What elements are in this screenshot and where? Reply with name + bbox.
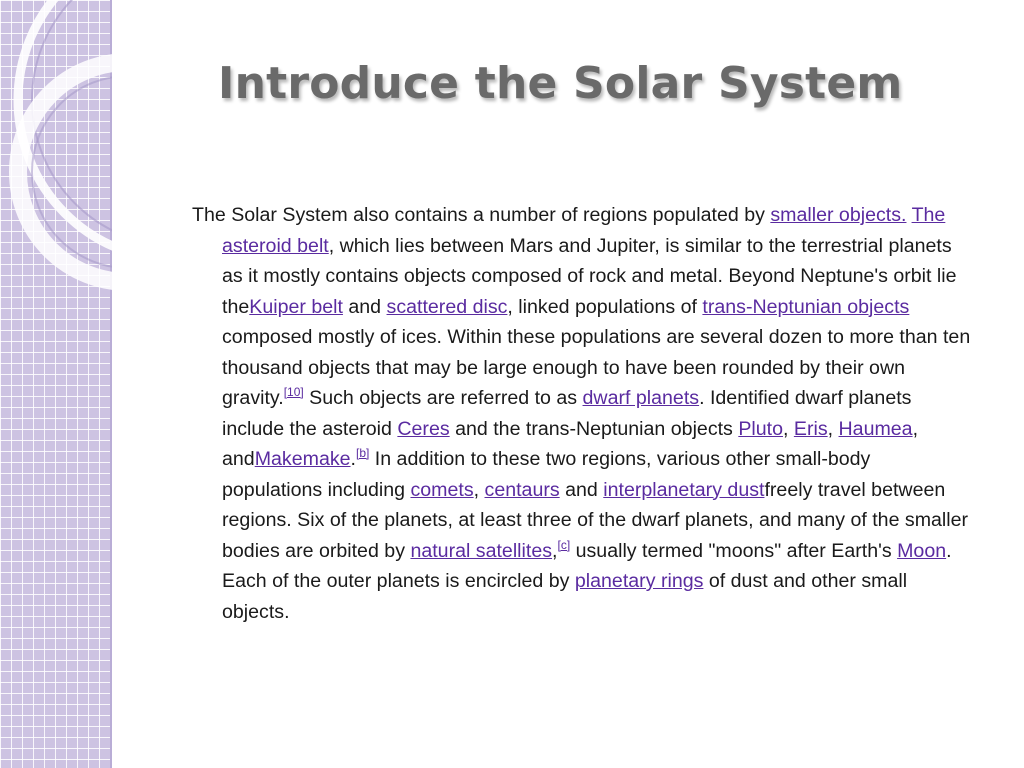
text-segment: ,: [782, 417, 794, 440]
link-comets[interactable]: comets: [410, 478, 474, 501]
link-interplanetary-dust[interactable]: interplanetary dust: [603, 478, 765, 501]
text-segment: and the trans-Neptunian objects: [449, 417, 739, 440]
link-asteroid-belt[interactable]: asteroid belt: [222, 234, 329, 257]
reference-link-10[interactable]: [10]: [283, 385, 304, 399]
text-segment: . Each of the outer planets is encircled by: [222, 539, 952, 592]
link-smaller-objects[interactable]: smaller objects.: [770, 204, 907, 226]
link-haumea[interactable]: Haumea: [838, 417, 913, 440]
link-kuiper-belt[interactable]: Kuiper belt: [249, 295, 343, 318]
text-segment: of dust and other small objects.: [222, 570, 908, 623]
link-the[interactable]: The: [911, 204, 946, 226]
decorative-rings-icon: [0, 0, 112, 768]
page-title: Introduce the Solar System: [218, 58, 903, 109]
link-trans-neptunian-objects[interactable]: trans-Neptunian objects: [702, 295, 910, 318]
link-dwarf-planets[interactable]: dwarf planets: [582, 387, 700, 409]
link-natural-satellites[interactable]: natural satellites: [410, 539, 553, 562]
text-segment: , linked populations of: [507, 295, 703, 318]
reference-b: [356, 446, 369, 460]
text-segment: usually termed "moons" after Earth's: [570, 539, 898, 562]
link-ceres[interactable]: Ceres: [397, 417, 450, 440]
text-segment: ,: [552, 539, 558, 562]
link-eris[interactable]: Eris: [793, 417, 828, 440]
text-segment: . Identified dwarf planets include the asteroid: [222, 387, 912, 440]
text-segment: and: [559, 478, 604, 501]
reference-link-b[interactable]: [b]: [355, 446, 370, 460]
reference-10: [284, 385, 304, 399]
decorative-side-panel: [0, 0, 112, 768]
link-scattered-disc[interactable]: scattered disc: [386, 295, 508, 318]
reference-link-c[interactable]: [c]: [557, 537, 571, 552]
link-moon[interactable]: Moon: [897, 539, 947, 562]
link-centaurs[interactable]: centaurs: [484, 478, 560, 501]
text-segment: , and: [222, 417, 919, 470]
text-segment: The Solar System also contains a number of regions populated by: [192, 204, 771, 226]
text-segment: Such objects are referred to as: [303, 387, 583, 409]
body-paragraph: [192, 200, 972, 627]
link-makemake[interactable]: Makemake: [254, 448, 351, 470]
text-segment: In addition to these two regions, various other small-body populations including: [222, 448, 871, 501]
text-segment: ,: [827, 417, 839, 440]
text-segment: composed mostly of ices. Within these populations are several dozen to more than ten thousand objects that may be large enough to have been rounded by their own gravity.: [222, 326, 971, 409]
text-segment: freely travel between regions. Six of the planets, at least three of the dwarf planets, and many of the smaller bodies are orbited by: [222, 478, 969, 562]
text-segment: ,: [473, 478, 485, 501]
text-segment: .: [350, 448, 356, 470]
link-planetary-rings[interactable]: planetary rings: [574, 570, 704, 592]
link-pluto[interactable]: Pluto: [738, 417, 783, 440]
reference-c: [557, 538, 570, 552]
text-segment: , which lies between Mars and Jupiter, is similar to the terrestrial planets as it mostly contains objects composed of rock and metal. Beyond Neptune's orbit lie the: [222, 234, 957, 318]
text-segment: and: [342, 295, 387, 318]
